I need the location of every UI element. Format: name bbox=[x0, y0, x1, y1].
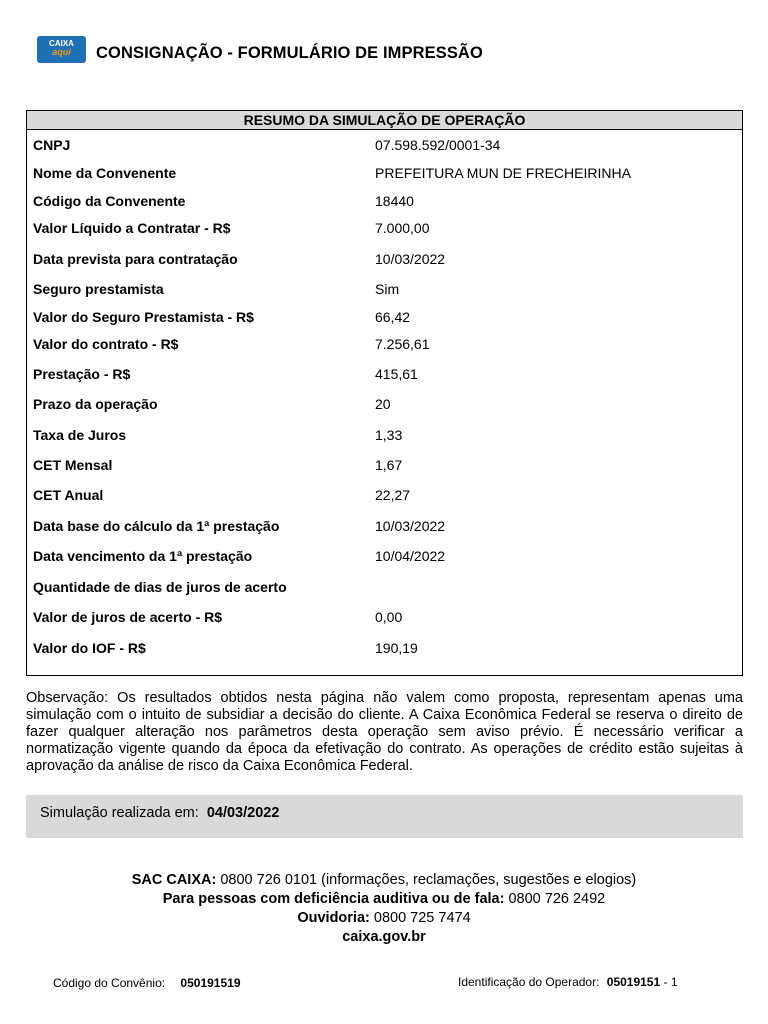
summary-row-value: 22,27 bbox=[375, 487, 411, 503]
summary-row bbox=[27, 577, 742, 597]
observation-note: Observação: Os resultados obtidos nesta página não valem como proposta, representam apenas uma simulação com o intuito de subsidiar a decisão do cliente. A Caixa Econômica Federal se reserva o direito de fazer qualquer alteração nos parâmetros desta operação sem aviso prévio. É necessário verificar a normatização vigente quando da época da efetivação do contrato. As operações de crédito estão sujeitas à aprovação da análise de risco da Caixa Econômica Federal. bbox=[26, 690, 743, 774]
summary-row bbox=[27, 307, 742, 327]
summary-row-value: 66,42 bbox=[375, 309, 411, 325]
ombudsman-label: Ouvidoria: bbox=[297, 910, 370, 926]
summary-row-label: Data prevista para contratação bbox=[33, 251, 238, 267]
summary-row-value: 415,61 bbox=[375, 366, 418, 382]
summary-row bbox=[27, 485, 742, 505]
deaf-text: 0800 726 2492 bbox=[504, 891, 606, 907]
summary-row bbox=[27, 218, 742, 238]
summary-row-value: PREFEITURA MUN DE FRECHEIRINHA bbox=[375, 165, 631, 181]
summary-row-value: 190,19 bbox=[375, 640, 418, 656]
summary-row-label: Valor do Seguro Prestamista - R$ bbox=[33, 309, 254, 325]
ombudsman-line bbox=[0, 909, 768, 928]
sac-line bbox=[0, 871, 768, 890]
summary-row-value: 07.598.592/0001-34 bbox=[375, 137, 501, 153]
summary-row-value: 0,00 bbox=[375, 609, 403, 625]
summary-row bbox=[27, 638, 742, 658]
summary-row bbox=[27, 279, 742, 299]
summary-row-label: Valor do contrato - R$ bbox=[33, 336, 179, 352]
agreement-code-label: Código do Convênio: bbox=[53, 976, 166, 990]
summary-row bbox=[27, 163, 742, 183]
summary-row-value: 20 bbox=[375, 396, 391, 412]
summary-row bbox=[27, 334, 742, 354]
summary-row-label: Taxa de Juros bbox=[33, 427, 127, 443]
summary-heading: RESUMO DA SIMULAÇÃO DE OPERAÇÃO bbox=[27, 111, 742, 130]
summary-row bbox=[27, 607, 742, 627]
summary-row bbox=[27, 516, 742, 536]
operator-id bbox=[458, 975, 678, 989]
summary-row bbox=[27, 364, 742, 384]
summary-row-label: Valor de juros de acerto - R$ bbox=[33, 609, 223, 625]
summary-row-value: 10/03/2022 bbox=[375, 518, 446, 534]
summary-row-value: 10/03/2022 bbox=[375, 251, 446, 267]
summary-row-value: 10/04/2022 bbox=[375, 548, 446, 564]
summary-row bbox=[27, 191, 742, 211]
summary-row-value: Sim bbox=[375, 281, 400, 297]
contact-footer bbox=[0, 871, 768, 947]
summary-row-value: 1,67 bbox=[375, 457, 403, 473]
summary-row-label: Nome da Convenente bbox=[33, 165, 177, 181]
simulation-date-box bbox=[26, 795, 743, 838]
summary-row bbox=[27, 425, 742, 445]
sac-text: 0800 726 0101 (informações, reclamações, sugestões e elogios) bbox=[216, 872, 637, 888]
summary-row-label: Prestação - R$ bbox=[33, 366, 131, 382]
summary-row bbox=[27, 394, 742, 414]
summary-row-label: Prazo da operação bbox=[33, 396, 158, 412]
sac-label: SAC CAIXA: bbox=[131, 872, 217, 888]
summary-row bbox=[27, 249, 742, 269]
summary-row-label: Data vencimento da 1ª prestação bbox=[33, 548, 253, 564]
operator-id-label: Identificação do Operador: bbox=[458, 975, 600, 989]
page-number: - 1 bbox=[660, 975, 678, 989]
ombudsman-text: 0800 725 7474 bbox=[369, 910, 471, 926]
simulation-summary-table bbox=[26, 110, 743, 676]
page-title: CONSIGNAÇÃO - FORMULÁRIO DE IMPRESSÃO bbox=[96, 44, 483, 62]
summary-row-label: CNPJ bbox=[33, 137, 71, 153]
site-link[interactable]: caixa.gov.br bbox=[342, 929, 426, 945]
simulation-date-label: Simulação realizada em: bbox=[40, 805, 199, 821]
summary-row-value: 7.000,00 bbox=[375, 220, 430, 236]
summary-row bbox=[27, 455, 742, 475]
simulation-date-value: 04/03/2022 bbox=[206, 805, 280, 821]
agreement-code bbox=[53, 976, 241, 990]
deaf-label: Para pessoas com deficiência auditiva ou de fala: bbox=[162, 891, 505, 907]
deaf-line bbox=[0, 890, 768, 909]
summary-row-label: Seguro prestamista bbox=[33, 281, 164, 297]
simulation-date-line bbox=[40, 805, 279, 821]
logo-line2: aqui bbox=[52, 47, 71, 57]
agreement-code-value: 050191519 bbox=[180, 976, 241, 990]
site-line bbox=[0, 928, 768, 947]
operator-id-value: 05019151 bbox=[606, 975, 661, 989]
summary-row-value: 18440 bbox=[375, 193, 414, 209]
summary-row-label: Valor Líquido a Contratar - R$ bbox=[33, 220, 231, 236]
summary-row-value: 7.256,61 bbox=[375, 336, 430, 352]
summary-row-label: CET Mensal bbox=[33, 457, 113, 473]
summary-row-value: 1,33 bbox=[375, 427, 403, 443]
logo-line1: CAIXA bbox=[49, 39, 74, 48]
summary-row-label: Data base do cálculo da 1ª prestação bbox=[33, 518, 280, 534]
summary-row bbox=[27, 135, 742, 155]
summary-row-label: CET Anual bbox=[33, 487, 104, 503]
summary-row-label: Quantidade de dias de juros de acerto bbox=[33, 579, 287, 595]
summary-row bbox=[27, 546, 742, 566]
summary-row-label: Código da Convenente bbox=[33, 193, 186, 209]
caixa-aqui-logo bbox=[37, 36, 86, 63]
summary-row-label: Valor do IOF - R$ bbox=[33, 640, 146, 656]
